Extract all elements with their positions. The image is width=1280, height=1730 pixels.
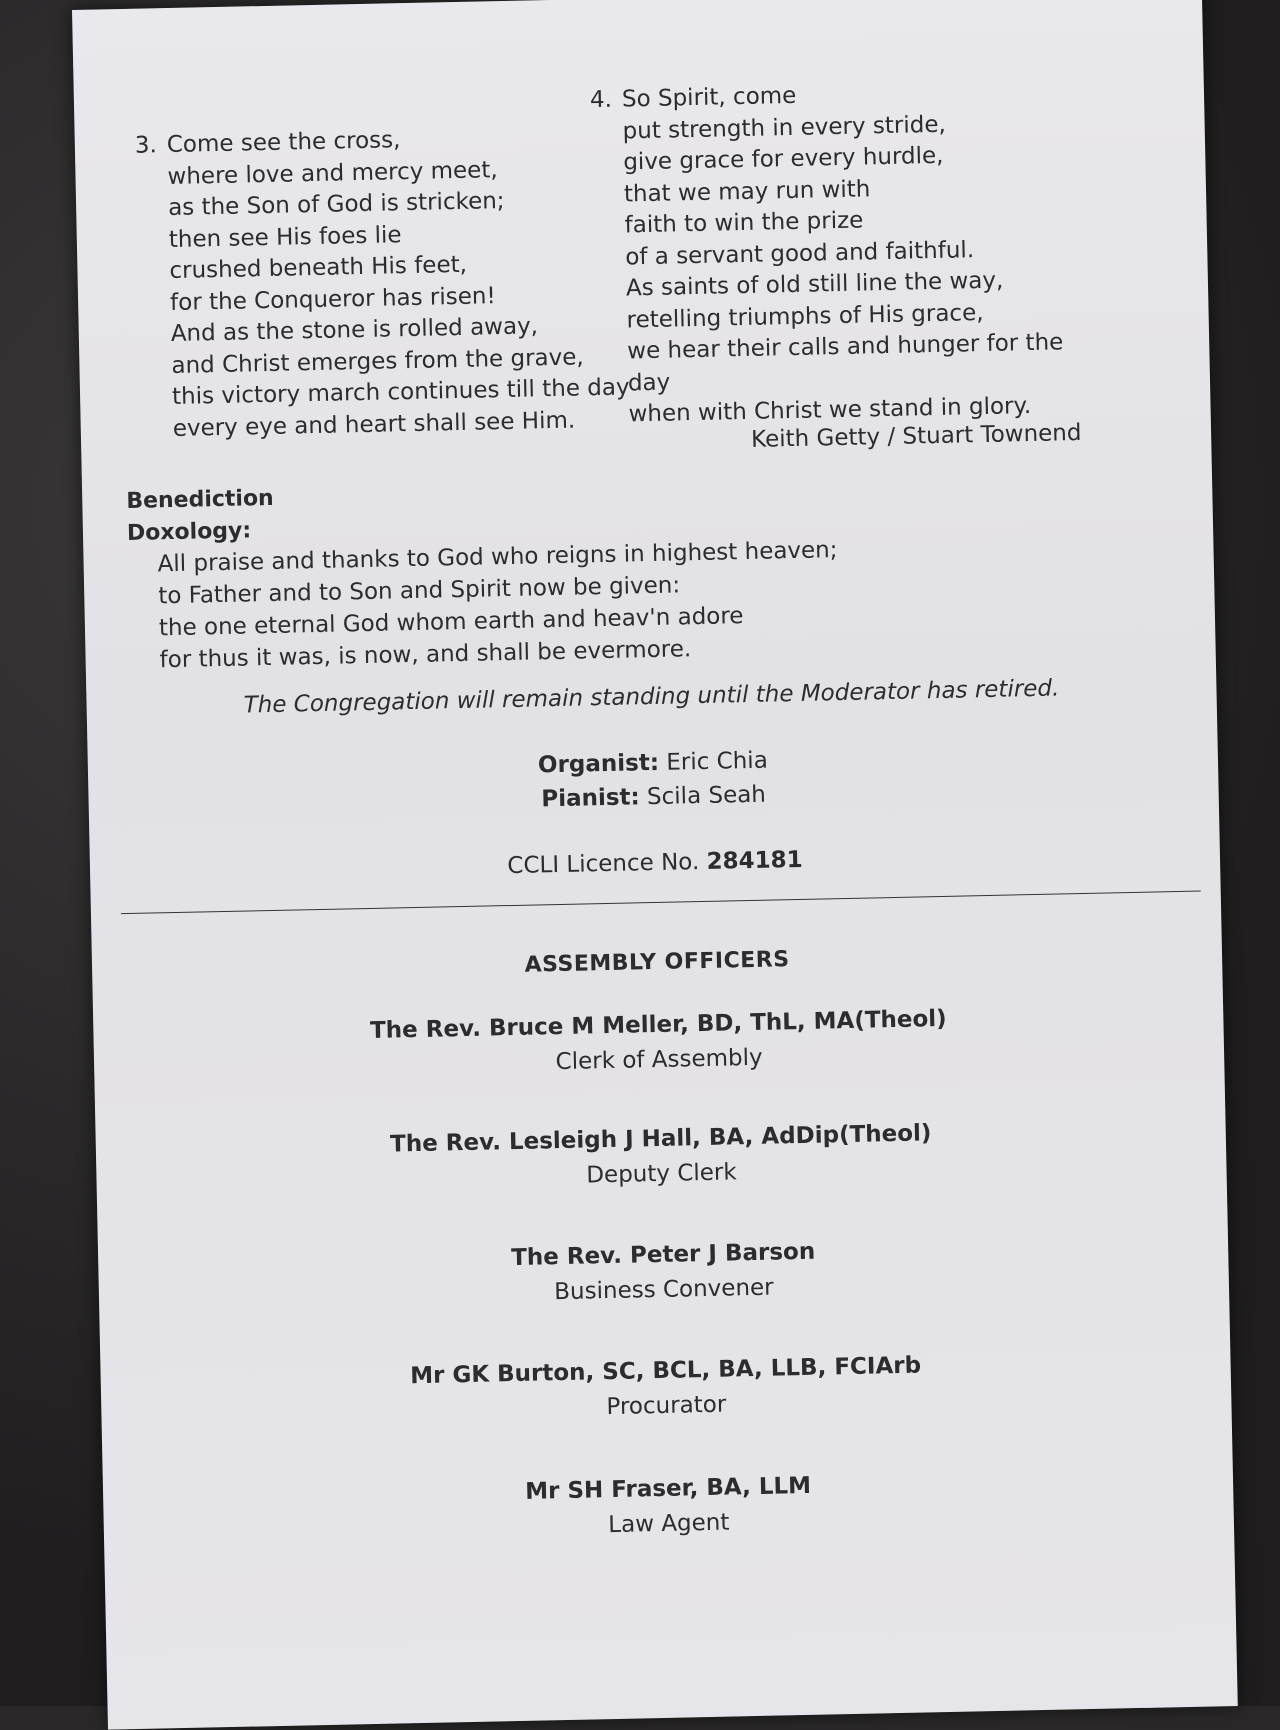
officer-role: Law Agent (608, 1509, 730, 1539)
doxology-line: the one eternal God whom earth and heav'n adore (158, 603, 744, 642)
doxology-heading: Doxology: (126, 518, 252, 546)
verse-line: this victory march continues till the day (171, 374, 630, 410)
hymn-verse-4 (589, 75, 1065, 431)
officer-name: The Rev. Lesleigh J Hall, BA, AdDip(Theol) (389, 1120, 932, 1158)
officer-entry (96, 1110, 1227, 1204)
verse-line: then see His foes lie (168, 221, 402, 253)
verse-line: where love and mercy meet, (167, 156, 498, 190)
verse-line: every eye and heart shall see Him. (172, 407, 576, 442)
verse-line: faith to win the prize (624, 207, 864, 239)
doxology-line: to Father and to Son and Spirit now be given: (158, 572, 681, 610)
organist-name: Eric Chia (666, 747, 769, 776)
doxology-line: for thus it was, is now, and shall be evermore. (159, 636, 692, 674)
officer-role: Deputy Clerk (586, 1159, 737, 1189)
verse-line: retelling triumphs of His grace, (626, 299, 984, 333)
pianist-label: Pianist: (541, 784, 640, 813)
officer-name: Mr SH Fraser, BA, LLM (524, 1472, 812, 1505)
order-of-service-page (72, 0, 1238, 1730)
officer-name: The Rev. Peter J Barson (510, 1238, 816, 1272)
verse-line: of a servant good and faithful. (625, 236, 975, 270)
doxology-line: All praise and thanks to God who reigns in highest heaven; (157, 537, 838, 578)
verse-line: we hear their calls and hunger for the (627, 329, 1064, 365)
verse-line: crushed beneath His feet, (169, 251, 468, 285)
officer-role: Clerk of Assembly (555, 1044, 763, 1076)
organist-label: Organist: (537, 749, 660, 779)
verse-line: And as the stone is rolled away, (170, 313, 539, 347)
pianist-name: Scila Seah (646, 781, 767, 811)
officer-name: The Rev. Bruce M Meller, BD, ThL, MA(Theol) (369, 1005, 947, 1044)
ccli-licence (90, 838, 1220, 888)
verse-number: 4. (589, 86, 613, 114)
verse-line: as the Son of God is stricken; (167, 187, 505, 222)
verse-line: give grace for every hurdle, (623, 142, 944, 176)
verse-line: when with Christ we stand in glory. (628, 393, 1032, 428)
benediction-heading: Benediction (126, 485, 274, 514)
officer-entry (93, 996, 1224, 1090)
verse-number: 3. (134, 132, 158, 159)
officer-role: Business Convener (553, 1274, 774, 1306)
hymn-verse-3 (134, 120, 631, 445)
officer-entry (100, 1342, 1231, 1436)
officer-entry (98, 1226, 1229, 1320)
verse-line: As saints of old still line the way, (625, 267, 1004, 302)
officer-name: Mr GK Burton, SC, BCL, BA, LLB, FCIArb (409, 1352, 922, 1390)
verse-line: So Spirit, come (621, 82, 797, 113)
ccli-number: 284181 (706, 846, 803, 875)
congregation-rubric: The Congregation will remain standing until the Moderator has retired. (243, 675, 1060, 719)
assembly-officers-title: ASSEMBLY OFFICERS (524, 947, 790, 978)
ccli-label: CCLI Licence No. (507, 849, 700, 880)
verse-line: that we may run with (623, 175, 871, 207)
hymn-attribution: Keith Getty / Stuart Townend (750, 419, 1082, 453)
section-divider (121, 891, 1201, 915)
doxology-text (157, 534, 840, 676)
verse-line: day (627, 369, 671, 396)
verse-line: and Christ emerges from the grave, (171, 343, 584, 379)
officer-role: Procurator (606, 1391, 727, 1421)
officer-entry (103, 1460, 1234, 1554)
verse-line: for the Conqueror has risen! (169, 282, 496, 316)
verse-line: Come see the cross, (166, 127, 401, 159)
verse-line: put strength in every stride, (622, 111, 947, 144)
